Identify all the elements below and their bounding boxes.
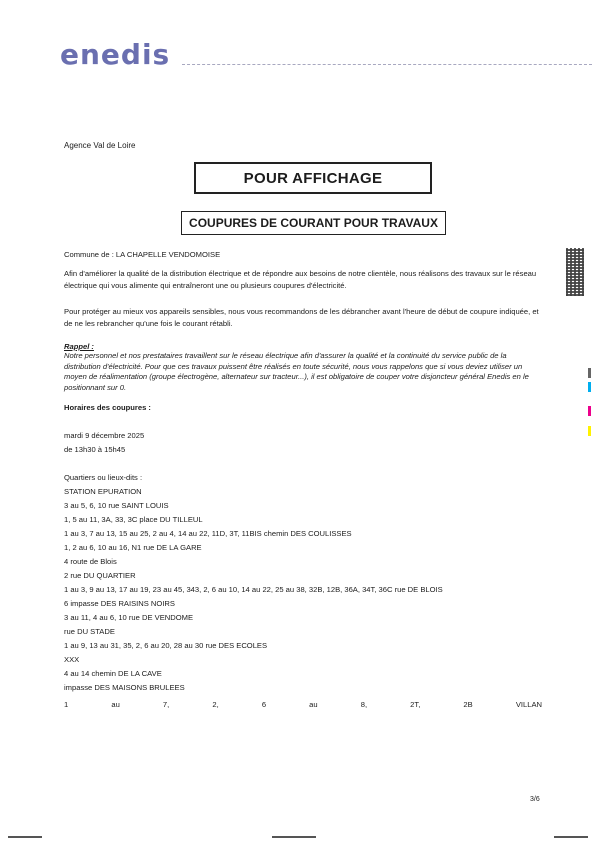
agency-name: Agence Val de Loire: [64, 141, 136, 150]
reminder-title: Rappel :: [64, 342, 94, 351]
row-cell: au: [111, 700, 120, 709]
page-number: 3/6: [530, 796, 540, 803]
location-item: 4 route de Blois: [64, 557, 117, 566]
crop-mark: [8, 836, 42, 838]
print-mark-magenta: [588, 406, 591, 416]
location-item: 2 rue DU QUARTIER: [64, 571, 136, 580]
location-item: 6 impasse DES RAISINS NOIRS: [64, 599, 175, 608]
subtitle-box: [181, 211, 446, 235]
hours-title: Horaires des coupures :: [64, 403, 151, 412]
row-cell: 1: [64, 700, 69, 709]
cut-date: mardi 9 décembre 2025: [64, 431, 145, 440]
intro-paragraph: Afin d'améliorer la qualité de la distribution électrique et de répondre aux besoins de notre clientèle, nous réalisons des travaux sur le réseau électrique qui vous alimente qui entraîneront une ou plusieurs coupures d'électricité.: [64, 269, 537, 290]
quarters-title: Quartiers ou lieux-dits :: [64, 473, 143, 482]
location-item: impasse DES MAISONS BRULEES: [64, 683, 185, 692]
location-item: 1 au 3, 9 au 13, 17 au 19, 23 au 45, 343, 2, 6 au 10, 14 au 22, 25 au 38, 32B, 12B, 36A, 34T, 36C rue DE BLOIS: [64, 585, 443, 594]
address-row: [64, 700, 542, 710]
location-item: 3 au 5, 6, 10 rue SAINT LOUIS: [64, 501, 169, 510]
location-item: 1, 2 au 6, 10 au 16, N1 rue DE LA GARE: [64, 543, 202, 552]
cut-time: de 13h30 à 15h45: [64, 445, 126, 454]
print-mark-black: [588, 368, 591, 378]
row-cell: 2,: [212, 700, 219, 709]
row-cell: 2T,: [410, 700, 421, 709]
enedis-logo: enedis: [60, 38, 171, 71]
page-title: POUR AFFICHAGE: [243, 169, 383, 187]
qr-code-icon: [566, 248, 584, 296]
crop-mark: [554, 836, 588, 838]
title-box: [194, 162, 432, 194]
location-item: 1, 5 au 11, 3A, 33, 3C place DU TILLEUL: [64, 515, 203, 524]
row-cell: VILLAN: [515, 700, 542, 709]
location-item: 1 au 9, 13 au 31, 35, 2, 6 au 20, 28 au 30 rue DES ECOLES: [64, 641, 268, 650]
location-item: 3 au 11, 4 au 6, 10 rue DE VENDOME: [64, 613, 194, 622]
row-cell: 2B: [463, 700, 473, 709]
crop-mark: [272, 836, 316, 838]
location-item: 1 au 3, 7 au 13, 15 au 25, 2 au 4, 14 au 22, 11D, 3T, 11BIS chemin DES COULISSES: [64, 529, 352, 538]
print-mark-cyan: [588, 382, 591, 392]
row-cell: 6: [261, 700, 267, 709]
reminder-paragraph: Notre personnel et nos prestataires travaillent sur le réseau électrique afin d'assurer la qualité et la continuité du service public de la distribution d'électricité. Pour que ces travaux puissent être réalisés en toute sécurité, nous vous rappelons que si vous deviez utiliser un moyen de réalimentation (groupe électrogène, alternateur sur tracteur...), il est obligatoire de couper votre disjoncteur général Enedis en le positionnant sur 0.: [64, 351, 529, 392]
advice-paragraph: Pour protéger au mieux vos appareils sensibles, nous vous recommandons de les débrancher avant l'heure de début de coupure indiquée, et de ne les rebrancher qu'une fois le courant rétabli.: [64, 307, 539, 328]
location-item: 4 au 14 chemin DE LA CAVE: [64, 669, 162, 678]
location-item: rue DU STADE: [64, 627, 115, 636]
commune-line: Commune de : LA CHAPELLE VENDOMOISE: [64, 250, 221, 259]
row-cell: 8,: [360, 700, 368, 709]
page-subtitle: COUPURES DE COURANT POUR TRAVAUX: [189, 216, 438, 230]
row-cell: au: [309, 700, 318, 709]
row-cell: 7,: [162, 700, 170, 709]
location-item: XXX: [64, 655, 80, 664]
location-item: STATION EPURATION: [64, 487, 142, 496]
print-mark-yellow: [588, 426, 591, 436]
header-divider: [182, 64, 592, 65]
